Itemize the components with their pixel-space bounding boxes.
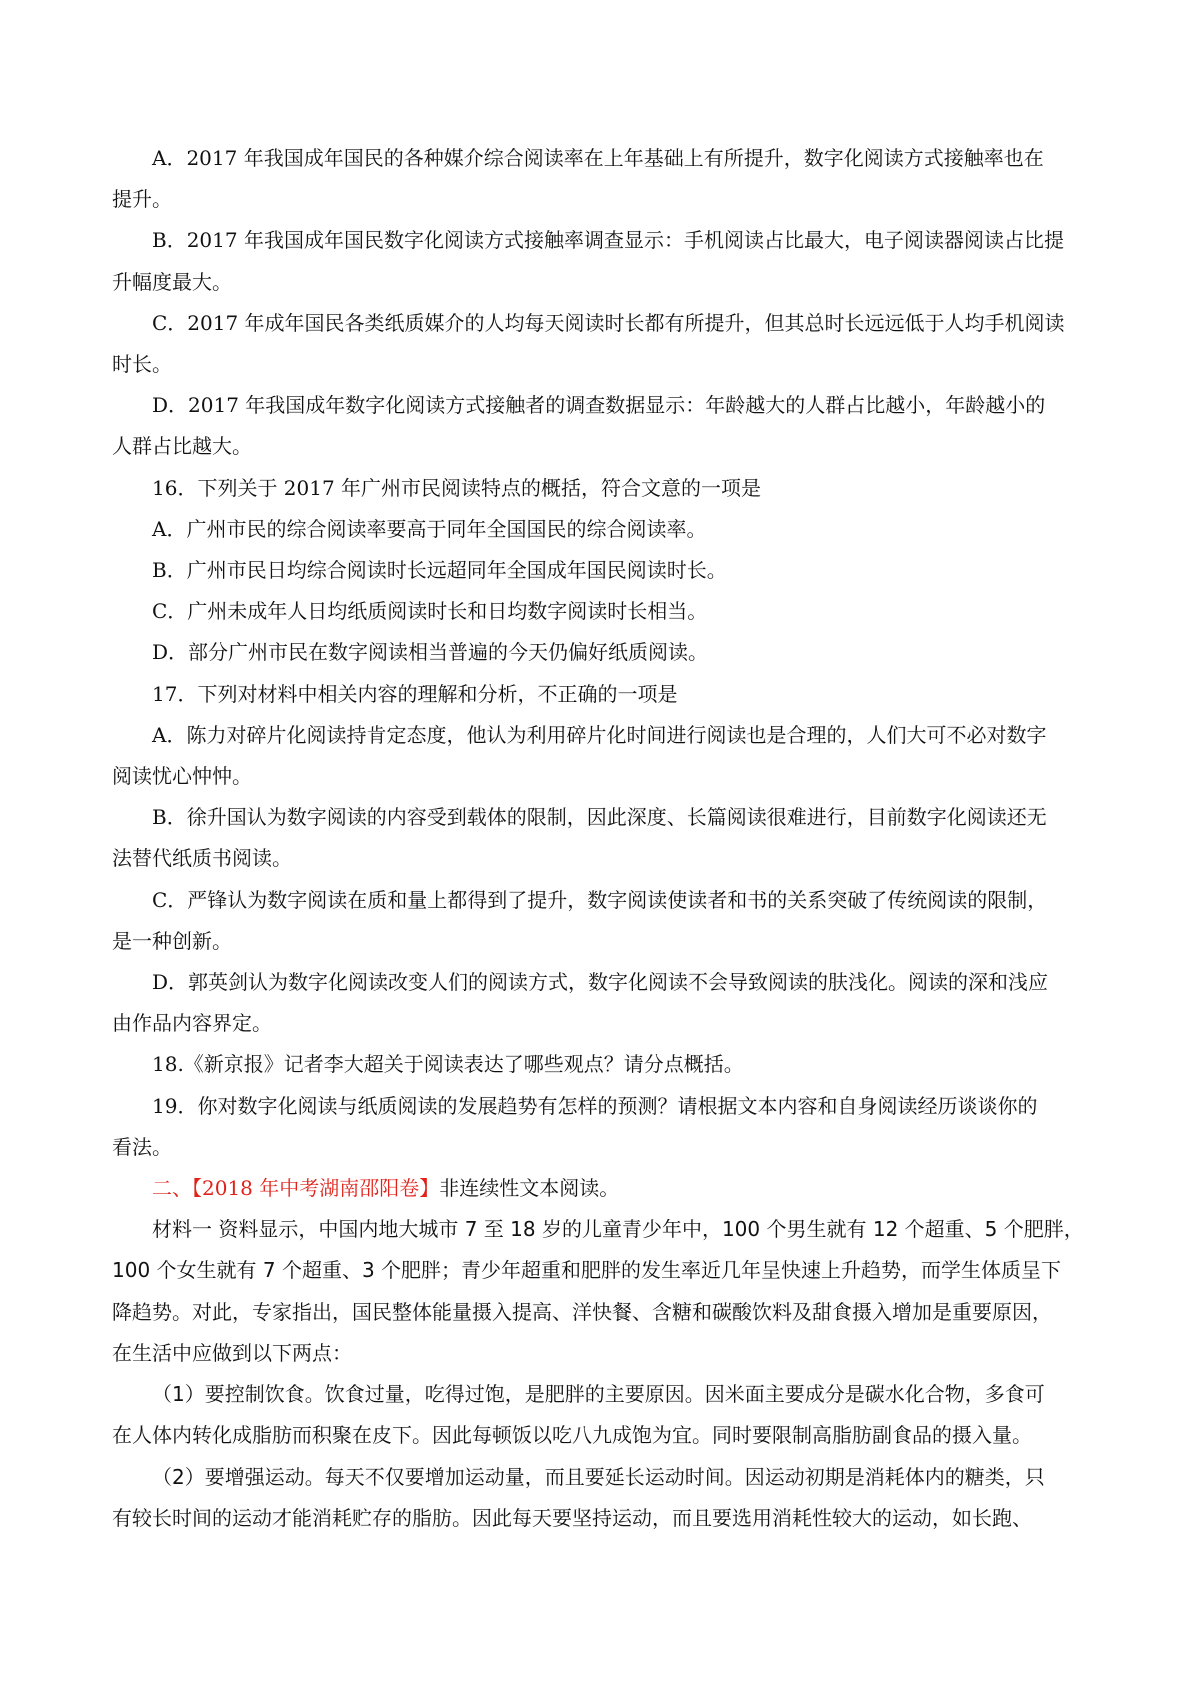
- material-1-line2: 100 个女生就有 7 个超重、3 个肥胖；青少年超重和肥胖的发生率近几年呈快速上升趋势，而学生体质呈下: [112, 1258, 1062, 1283]
- material-1-point1-line2: 在人体内转化成脂肪而积聚在皮下。因此每顿饭以吃八九成饱为宜。同时要限制高脂肪副食品的摄入量。: [112, 1423, 1032, 1448]
- material-1-point2-line1: （2）要增强运动。每天不仅要增加运动量，而且要延长运动时间。因运动初期是消耗体内的糖类，只: [152, 1464, 1045, 1489]
- q15-option-b-line1: B．2017 年我国成年国民数字化阅读方式接触率调查显示：手机阅读占比最大，电子阅读器阅读占比提: [152, 228, 1064, 253]
- q17-option-a-line1: A．陈力对碎片化阅读持肯定态度，他认为利用碎片化时间进行阅读也是合理的，人们大可不必对数字: [152, 722, 1047, 747]
- q16-option-b: B．广州市民日均综合阅读时长远超同年全国成年国民阅读时长。: [152, 558, 727, 583]
- q15-option-b-line2: 升幅度最大。: [112, 269, 232, 294]
- q16-stem: 16．下列关于 2017 年广州市民阅读特点的概括，符合文意的一项是: [152, 475, 762, 500]
- section-2-title: 非连续性文本阅读。: [439, 1176, 620, 1201]
- material-1-point2-line2: 有较长时间的运动才能消耗贮存的脂肪。因此每天要坚持运动，而且要选用消耗性较大的运动，如长跑、: [112, 1505, 1032, 1530]
- q17-option-d-line1: D．郭英剑认为数字化阅读改变人们的阅读方式，数字化阅读不会导致阅读的肤浅化。阅读的深和浅应: [152, 970, 1049, 995]
- q17-option-b-line2: 法替代纸质书阅读。: [112, 846, 292, 871]
- q16-option-a: A．广州市民的综合阅读率要高于同年全国国民的综合阅读率。: [152, 516, 707, 541]
- material-1-line4: 在生活中应做到以下两点：: [112, 1340, 352, 1365]
- q15-option-c-line1: C．2017 年成年国民各类纸质媒介的人均每天阅读时长都有所提升，但其总时长远远低于人均手机阅读: [152, 310, 1065, 335]
- q17-option-d-line2: 由作品内容界定。: [112, 1011, 272, 1036]
- q16-option-c: C．广州未成年人日均纸质阅读时长和日均数字阅读时长相当。: [152, 599, 708, 624]
- q17-option-a-line2: 阅读忧心忡忡。: [112, 764, 252, 789]
- material-1-line1: 材料一 资料显示，中国内地大城市 7 至 18 岁的儿童青少年中，100 个男生就有 12 个超重、5 个肥胖，: [152, 1217, 1084, 1242]
- material-1-point1-line1: （1）要控制饮食。饮食过量，吃得过饱，是肥胖的主要原因。因米面主要成分是碳水化合物，多食可: [152, 1382, 1045, 1407]
- q16-option-d: D．部分广州市民在数字阅读相当普遍的今天仍偏好纸质阅读。: [152, 640, 709, 665]
- q17-option-b-line1: B．徐升国认为数字阅读的内容受到载体的限制，因此深度、长篇阅读很难进行，目前数字化阅读还无: [152, 805, 1047, 830]
- q15-option-d-line2: 人群占比越大。: [112, 434, 252, 459]
- q15-option-a-line1: A．2017 年我国成年国民的各种媒介综合阅读率在上年基础上有所提升，数字化阅读方式接触率也在: [152, 146, 1044, 170]
- q17-option-c-line2: 是一种创新。: [112, 928, 232, 953]
- q15-option-d-line1: D．2017 年我国成年数字化阅读方式接触者的调查数据显示：年龄越大的人群占比越小，年龄越小的: [152, 393, 1046, 418]
- q15-option-a-line2: 提升。: [112, 187, 172, 212]
- material-1-line3: 降趋势。对此，专家指出，国民整体能量摄入提高、洋快餐、含糖和碳酸饮料及甜食摄入增加是重要原因，: [112, 1299, 1052, 1324]
- q19-stem-line1: 19．你对数字化阅读与纸质阅读的发展趋势有怎样的预测？请根据文本内容和自身阅读经历谈谈你的: [152, 1093, 1038, 1118]
- q17-stem: 17．下列对材料中相关内容的理解和分析，不正确的一项是: [152, 681, 678, 706]
- section-2-source-label: 二、【2018 年中考湖南邵阳卷】: [152, 1176, 440, 1201]
- q17-option-c-line1: C．严锋认为数字阅读在质和量上都得到了提升，数字阅读使读者和书的关系突破了传统阅读的限制，: [152, 887, 1048, 912]
- q15-option-c-line2: 时长。: [112, 352, 172, 377]
- q19-stem-line2: 看法。: [112, 1134, 172, 1159]
- section-2-heading: [112, 1168, 1104, 1209]
- q18-stem: 18.《新京报》记者李大超关于阅读表达了哪些观点？请分点概括。: [152, 1052, 744, 1077]
